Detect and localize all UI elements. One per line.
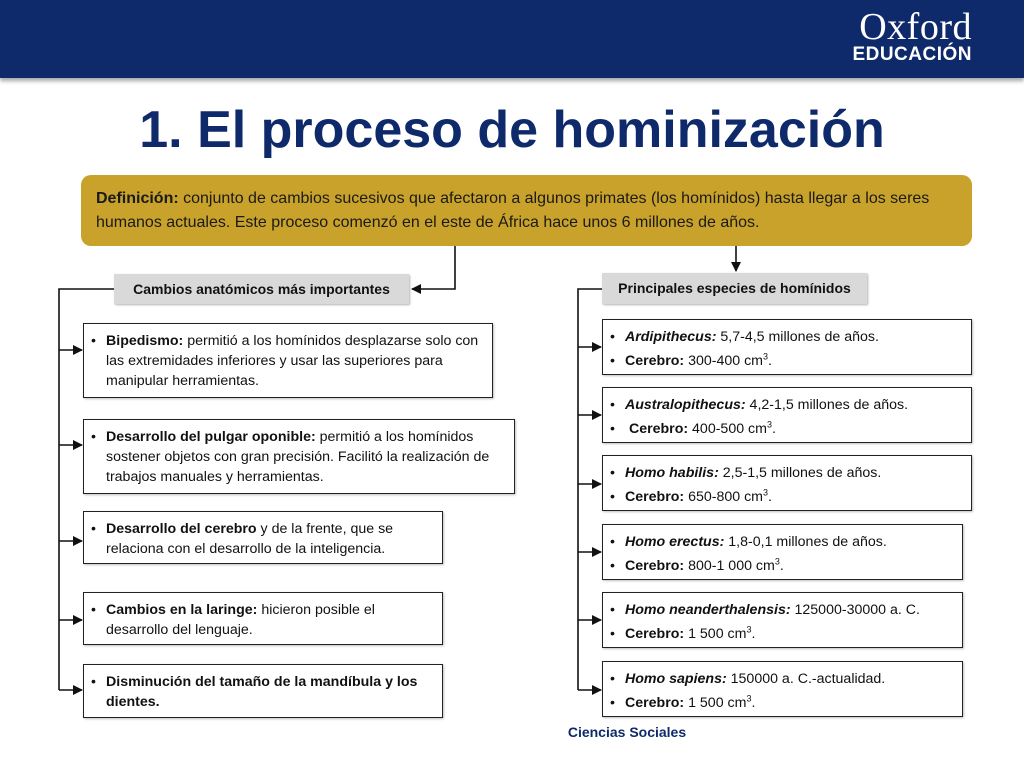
species-australopithecus: • Australopithecus: 4,2-1,5 millones de años. • Cerebro: 400-500 $cm^3$.: [602, 387, 972, 443]
left-header: Cambios anatómicos más importantes: [114, 274, 409, 304]
bullet: •: [91, 521, 96, 537]
page-title: 1. El proceso de hominización: [139, 101, 885, 159]
bullet: •: [91, 602, 96, 618]
bullet: •: [91, 429, 96, 445]
bullet: •: [91, 674, 96, 690]
oxford-logo: Oxford: [859, 6, 972, 48]
species-ardipithecus: • Ardipithecus: 5,7-4,5 millones de años. • Cerebro: 300-400 $cm^3$.: [602, 319, 972, 375]
species-homo-sapiens: • Homo sapiens: 150000 a. C.-actualidad. • Cerebro: 1 500 $cm^3$.: [602, 661, 963, 717]
right-bracket: [578, 289, 602, 690]
species-homo-neanderthalensis: • Homo neanderthalensis: 125000-30000 a. C. • Cerebro: 1 500 $cm^3$.: [602, 592, 963, 648]
definition-text: conjunto de cambios sucesivos que afectaron a algunos primates (los homínidos) hasta llegar a los seres humanos actuales. Este proceso comenzó en el este de África hace unos 6 millones de años.: [96, 190, 930, 231]
change-bipedism: • Bipedismo: permitió a los homínidos desplazarse solo con las extremidades inferiores y usar las superiores para manipular herramientas.: [83, 323, 493, 398]
bullet: •: [91, 333, 96, 349]
footer-subject: Ciencias Sociales: [567, 724, 687, 740]
change-larynx: • Cambios en la laringe: hicieron posible el desarrollo del lenguaje.: [83, 592, 443, 645]
definition-label: Definición:: [96, 190, 179, 207]
species-homo-habilis: • Homo habilis: 2,5-1,5 millones de años. • Cerebro: 650-800 $cm^3$.: [602, 455, 972, 511]
right-header: Principales especies de homínidos: [602, 273, 867, 304]
species-homo-erectus: • Homo erectus: 1,8-0,1 millones de años. • Cerebro: 800-1 000 $cm^3$.: [602, 524, 963, 580]
change-brain: • Desarrollo del cerebro y de la frente, que se relaciona con el desarrollo de la inteligencia.: [83, 511, 443, 564]
change-thumb: • Desarrollo del pulgar oponible: permitió a los homínidos sostener objetos con gran precisión. Facilitó la realización de trabajos manuales y herramientas.: [83, 419, 515, 494]
oxford-logo-subtitle: EDUCACIÓN: [852, 44, 972, 65]
change-jaw: • Disminución del tamaño de la mandíbula y los dientes.: [83, 664, 443, 718]
connector-def-left: [412, 246, 455, 289]
